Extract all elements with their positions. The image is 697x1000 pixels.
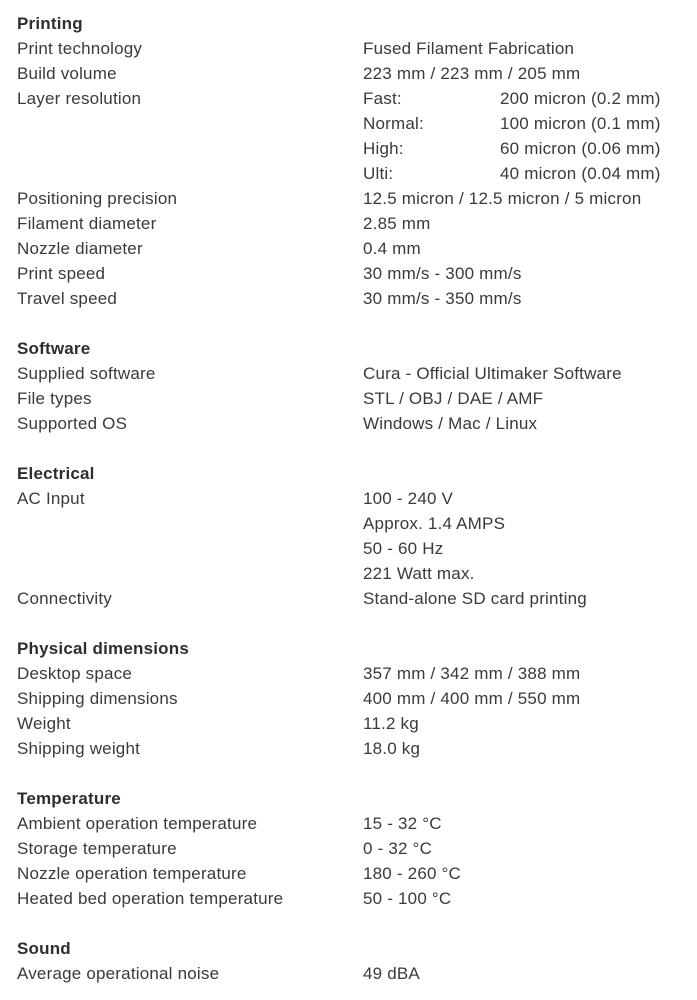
mode-name: Ulti:	[363, 164, 394, 183]
spec-row	[17, 161, 697, 186]
spec-value: 50 - 100 °C	[363, 889, 452, 908]
spec-value	[363, 136, 697, 161]
spec-label: Filament diameter	[17, 214, 157, 233]
spec-label	[17, 161, 363, 186]
spec-value	[363, 86, 697, 111]
spec-row	[17, 361, 697, 386]
spec-label	[17, 561, 363, 586]
spec-row	[17, 586, 697, 611]
spec-row	[17, 261, 697, 286]
mode-name: Normal:	[363, 114, 424, 133]
spec-value: Stand-alone SD card printing	[363, 589, 587, 608]
mode-name: Fast:	[363, 89, 402, 108]
spec-label	[17, 511, 363, 536]
section-heading: Temperature	[17, 789, 121, 808]
spec-label	[17, 536, 363, 561]
spec-section	[17, 786, 697, 911]
spec-row	[17, 736, 697, 761]
spec-label: Nozzle operation temperature	[17, 864, 247, 883]
spec-label: Average operational noise	[17, 964, 220, 983]
spec-row	[17, 36, 697, 61]
spec-value: 0.4 mm	[363, 239, 421, 258]
spec-value: 100 - 240 V	[363, 489, 454, 508]
spec-label: Heated bed operation temperature	[17, 889, 284, 908]
spec-label: Supplied software	[17, 364, 156, 383]
spec-label: Build volume	[17, 64, 117, 83]
spec-section	[17, 636, 697, 761]
spec-row	[17, 211, 697, 236]
spec-section	[17, 336, 697, 436]
spec-label: File types	[17, 389, 92, 408]
spec-row	[17, 561, 697, 586]
spec-value: 15 - 32 °C	[363, 814, 442, 833]
spec-section	[17, 461, 697, 611]
spec-row	[17, 836, 697, 861]
spec-row	[17, 61, 697, 86]
spec-value: Fused Filament Fabrication	[363, 39, 575, 58]
spec-row	[17, 686, 697, 711]
spec-value: 12.5 micron / 12.5 micron / 5 micron	[363, 189, 642, 208]
spec-value: 2.85 mm	[363, 214, 431, 233]
spec-row	[17, 236, 697, 261]
spec-label: Storage temperature	[17, 839, 177, 858]
spec-label: AC Input	[17, 489, 85, 508]
spec-label: Travel speed	[17, 289, 118, 308]
spec-value: 0 - 32 °C	[363, 839, 433, 858]
spec-value: STL / OBJ / DAE / AMF	[363, 389, 544, 408]
spec-label: Layer resolution	[17, 89, 142, 108]
section-heading: Sound	[17, 939, 71, 958]
spec-value: 223 mm / 223 mm / 205 mm	[363, 64, 581, 83]
section-heading: Physical dimensions	[17, 639, 189, 658]
mode-name: High:	[363, 139, 404, 158]
spec-label: Positioning precision	[17, 189, 178, 208]
spec-value	[363, 111, 697, 136]
spec-value: 30 mm/s - 300 mm/s	[363, 264, 522, 283]
spec-label: Supported OS	[17, 414, 128, 433]
spec-value: 18.0 kg	[363, 739, 421, 758]
spec-label: Ambient operation temperature	[17, 814, 258, 833]
spec-value: Windows / Mac / Linux	[363, 414, 538, 433]
spec-value: 11.2 kg	[363, 714, 419, 733]
spec-row	[17, 136, 697, 161]
spec-row	[17, 961, 697, 986]
spec-label: Shipping dimensions	[17, 689, 178, 708]
spec-row	[17, 486, 697, 511]
spec-row	[17, 386, 697, 411]
spec-row	[17, 886, 697, 911]
spec-row	[17, 86, 697, 111]
section-heading: Printing	[17, 14, 83, 33]
spec-value: 357 mm / 342 mm / 388 mm	[363, 664, 581, 683]
spec-label	[17, 136, 363, 161]
spec-row	[17, 286, 697, 311]
spec-label: Nozzle diameter	[17, 239, 143, 258]
mode-value: 100 micron (0.1 mm)	[500, 114, 661, 133]
spec-value: 400 mm / 400 mm / 550 mm	[363, 689, 581, 708]
spec-value: 30 mm/s - 350 mm/s	[363, 289, 522, 308]
spec-value	[363, 161, 697, 186]
spec-row	[17, 411, 697, 436]
section-heading: Software	[17, 339, 91, 358]
spec-value: Cura - Official Ultimaker Software	[363, 364, 622, 383]
mode-value: 40 micron (0.04 mm)	[500, 164, 661, 183]
spec-section	[17, 11, 697, 311]
spec-label: Print speed	[17, 264, 106, 283]
spec-label: Weight	[17, 714, 71, 733]
spec-label	[17, 111, 363, 136]
spec-row	[17, 186, 697, 211]
spec-label: Print technology	[17, 39, 143, 58]
spec-value: 49 dBA	[363, 964, 420, 983]
spec-row	[17, 711, 697, 736]
spec-row	[17, 811, 697, 836]
spec-label: Shipping weight	[17, 739, 141, 758]
spec-value: 221 Watt max.	[363, 564, 475, 583]
mode-value: 200 micron (0.2 mm)	[500, 89, 661, 108]
spec-value: 180 - 260 °C	[363, 864, 462, 883]
spec-row	[17, 111, 697, 136]
section-heading: Electrical	[17, 464, 95, 483]
spec-row	[17, 661, 697, 686]
spec-row	[17, 511, 697, 536]
spec-row	[17, 861, 697, 886]
spec-row	[17, 536, 697, 561]
spec-label: Desktop space	[17, 664, 133, 683]
mode-value: 60 micron (0.06 mm)	[500, 139, 661, 158]
spec-value: 50 - 60 Hz	[363, 539, 444, 558]
spec-label: Connectivity	[17, 589, 112, 608]
spec-section	[17, 936, 697, 986]
spec-value: Approx. 1.4 AMPS	[363, 514, 506, 533]
